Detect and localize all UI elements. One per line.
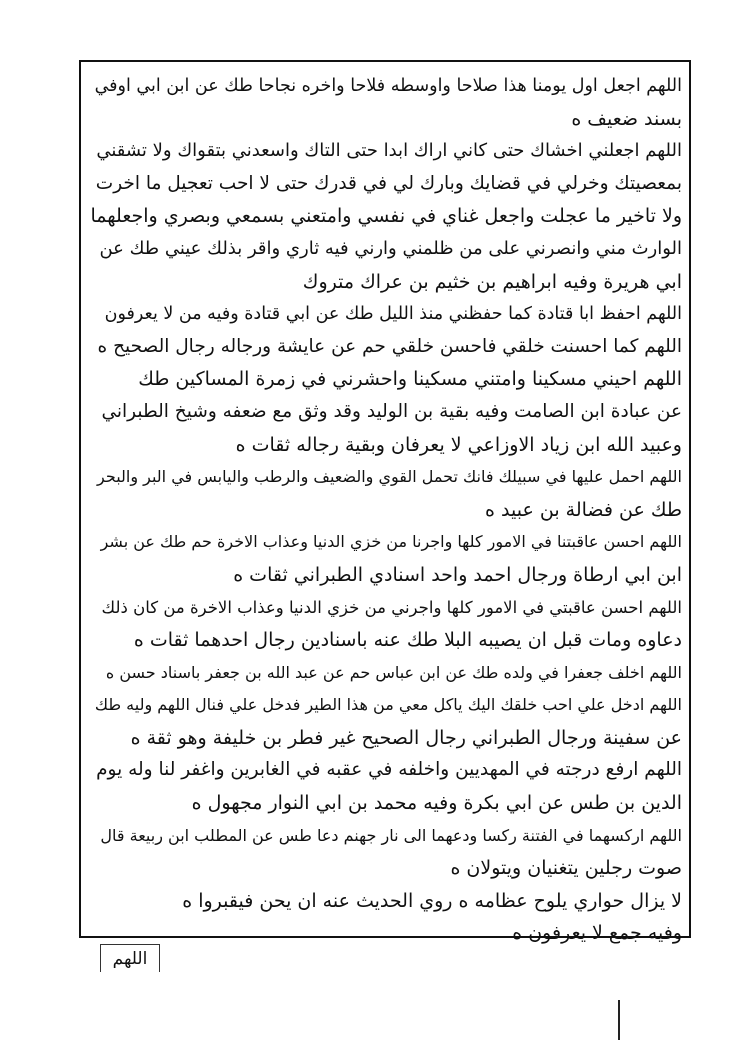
text-line: اللهم اركسهما في الفتنة ركسا ودعهما الى نار جهنم دعا طس عن المطلب ابن ربيعة قال: [100, 825, 682, 845]
text-line: الدين بن طس عن ابي بكرة وفيه محمد بن ابي النوار مجهول ه: [191, 792, 682, 815]
text-line: اللهم اجعل اول يومنا هذا صلاحا واوسطه فلاحا واخره نجاحا طك عن ابن ابي اوفي: [94, 76, 682, 96]
text-line: ولا تاخير ما عجلت واجعل غناي في نفسي وامتعني بسمعي وبصري واجعلهما: [90, 205, 682, 228]
text-line: طك عن فضالة بن عبيد ه: [485, 498, 682, 521]
text-line: اللهم احمل عليها في سبيلك فانك تحمل القوي والضعيف والرطب واليابس في البر والبحر: [97, 467, 682, 487]
text-line: اللهم احسن عاقبتنا في الامور كلها واجرنا من خزي الدنيا وعذاب الاخرة حم طك عن بشر: [100, 532, 682, 552]
text-line: اللهم اجعلني اخشاك حتى كاني اراك ابدا حتى التاك واسعدني بتقواك ولا تشقني: [96, 140, 682, 162]
text-line: صوت رجلين يتغنيان ويتولان ه: [450, 857, 682, 880]
text-line: بسند ضعيف ه: [571, 107, 682, 130]
text-line: لا يزال حواري يلوح عظامه ه روي الحديث عنه ان يحن فيقبروا ه: [182, 889, 682, 912]
text-line: اللهم اخلف جعفرا في ولده طك عن ابن عباس حم عن عبد الله بن جعفر باسناد حسن ه: [105, 662, 682, 682]
margin-mark: [618, 1000, 628, 1040]
text-line: اللهم كما احسنت خلقي فاحسن خلقي حم عن عايشة ورجاله رجال الصحيح ه: [97, 335, 682, 357]
text-line: اللهم ارفع درجته في المهديين واخلفه في عقبه في الغابرين واغفر لنا وله يوم: [96, 759, 682, 781]
text-line: بمعصيتك وخرلي في قضايك وبارك لي في قدرك حتى لا احب تعجيل ما اخرت: [95, 172, 682, 194]
text-line: ابن ابي ارطاة ورجال احمد واحد اسنادي الطبراني ثقات ه: [233, 563, 682, 586]
text-line: الوارث مني وانصرني على من ظلمني وارني فيه ثاري واقر بذلك عيني طك عن: [99, 237, 682, 259]
manuscript-text: [90, 70, 682, 945]
text-line: دعاوه ومات قبل ان يصيبه البلا طك عنه باسنادين رجال احدهما ثقات ه: [133, 629, 682, 652]
text-line: اللهم احسن عاقبتي في الامور كلها واجرني من خزي الدنيا وعذاب الاخرة من كان ذلك: [101, 597, 682, 617]
text-line: اللهم ادخل علي احب خلقك اليك ياكل معي من هذا الطير فدخل علي فنال اللهم وليه طك: [94, 695, 682, 715]
text-line: وعبيد الله ابن زياد الاوزاعي لا يعرفان وبقية رجاله ثقات ه: [235, 433, 682, 456]
catchword: اللهم: [100, 944, 160, 972]
text-line: اللهم احفظ ابا قتادة كما حفظني منذ الليل طك عن ابي قتادة وفيه من لا يعرفون: [104, 304, 682, 325]
text-line: وفيه جمع لا يعرفون ه: [512, 922, 682, 945]
text-line: عن عبادة ابن الصامت وفيه بقية بن الوليد وقد وثق مع ضعفه وشيخ الطبراني: [101, 400, 682, 422]
text-line: عن سفينة ورجال الطبراني رجال الصحيح غير فطر بن خليفة وهو ثقة ه: [130, 726, 682, 749]
text-line: اللهم احيني مسكينا وامتني مسكينا واحشرني في زمرة المساكين طك: [138, 368, 682, 391]
text-line: ابي هريرة وفيه ابراهيم بن خثيم بن عراك متروك: [302, 270, 682, 293]
